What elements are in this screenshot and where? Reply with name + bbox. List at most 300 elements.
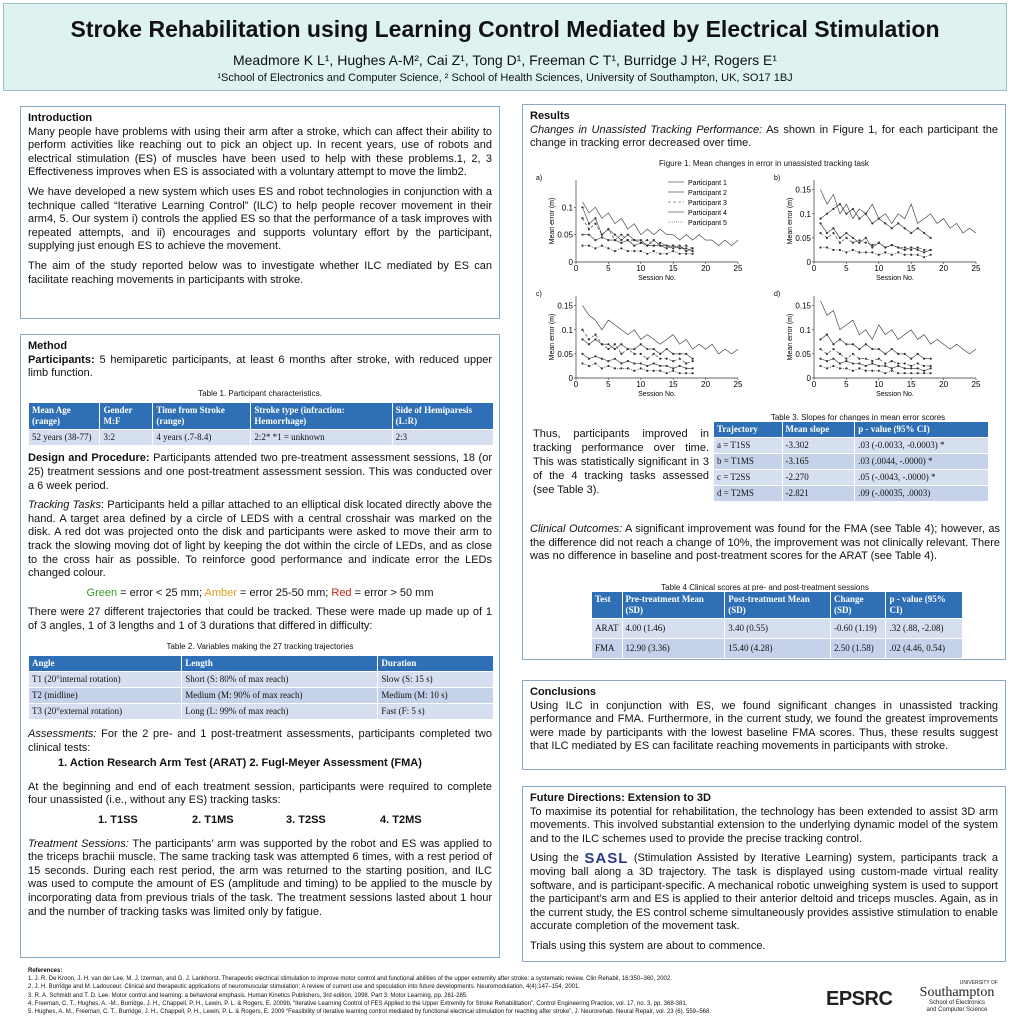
data-point	[819, 218, 821, 220]
sasl-logo-text: SASL	[584, 850, 629, 868]
data-point	[685, 253, 687, 255]
data-point	[930, 249, 932, 251]
data-point	[917, 254, 919, 256]
x-tick-label: 25	[733, 264, 743, 274]
data-point	[627, 348, 629, 350]
data-point	[819, 247, 821, 249]
x-tick-label: 15	[906, 264, 916, 274]
data-point	[858, 218, 860, 220]
table-cell: Slow (S: 15 s)	[378, 672, 494, 688]
table-cell: Medium (M: 90% of max reach)	[182, 688, 378, 704]
data-point	[588, 365, 590, 367]
x-tick-label: 5	[844, 264, 849, 274]
data-point	[672, 360, 674, 362]
series-line	[583, 340, 693, 359]
data-point	[633, 250, 635, 252]
x-axis-label: Session No.	[876, 275, 914, 283]
data-point	[607, 228, 609, 230]
school-line-1: School of Electronics	[928, 1000, 986, 1006]
data-point	[858, 240, 860, 242]
sessions-label: Treatment Sessions:	[28, 837, 129, 850]
task-item: 1. T1SS	[98, 814, 138, 827]
data-point	[666, 358, 668, 360]
series-line	[821, 248, 931, 258]
data-point	[930, 372, 932, 374]
amber-label: Amber	[204, 586, 237, 599]
data-point	[620, 353, 622, 355]
data-point	[646, 365, 648, 367]
data-point	[640, 363, 642, 365]
data-point	[891, 254, 893, 256]
data-point	[871, 363, 873, 365]
data-point	[897, 353, 899, 355]
series-line	[821, 301, 977, 354]
series-line	[821, 233, 931, 250]
table-cell: a = T1SS	[714, 438, 783, 454]
data-point	[871, 223, 873, 225]
x-tick-label: 25	[971, 264, 981, 274]
data-point	[588, 358, 590, 360]
school-line-2: and Computer Science	[926, 1007, 988, 1013]
data-point	[852, 242, 854, 244]
conclusions-section	[522, 680, 1006, 770]
data-point	[826, 237, 828, 239]
data-point	[666, 253, 668, 255]
x-tick-label: 10	[874, 380, 884, 390]
data-point	[904, 254, 906, 256]
data-point	[659, 370, 661, 372]
table-cell: 4 years (.7-8.4)	[153, 430, 251, 446]
table-cell: -0.60 (1.19)	[831, 619, 886, 639]
y-tick-label: 0.05	[557, 350, 573, 360]
table-cell: 12.90 (3.36)	[622, 639, 725, 659]
chart-panel	[774, 291, 981, 398]
data-point	[917, 353, 919, 355]
data-point	[917, 247, 919, 249]
y-tick-label: 0.05	[795, 350, 811, 360]
data-point	[930, 365, 932, 367]
table1-header: Side of Hemiparesis (L:R)	[392, 403, 493, 430]
data-point	[672, 370, 674, 372]
tracking-label: Tracking Tasks	[28, 499, 101, 512]
amber-text: = error 25-50 mm;	[236, 586, 332, 599]
future-paragraph-1: To maximise its potential for rehabilitation, the technology has been extended to assist 3D arm movements. This involved substantial extension to the underlying dynamic model of the system and to the ILC schemes used to provide the precise tracking control.	[530, 805, 998, 845]
data-point	[930, 358, 932, 360]
y-axis-label: Mean error (m)	[549, 314, 556, 361]
table1-header: Gender M:F	[100, 403, 153, 430]
table-cell: 4.00 (1.46)	[622, 619, 725, 639]
data-point	[588, 344, 590, 346]
data-point	[692, 248, 694, 250]
data-point	[819, 339, 821, 341]
data-point	[891, 368, 893, 370]
clinical-text: A significant improvement was found for the FMA (see Table 4); however, as the difference did not reach a change of 10%, the improvement was not clinically relevant. There was no difference in baseline and post-treatment scores for the ARAT (see Table 4).	[530, 523, 1000, 563]
data-point	[679, 245, 681, 247]
data-point	[832, 228, 834, 230]
data-point	[839, 242, 841, 244]
sessions-text: The participants’ arm was supported by the robot and ES was applied to the triceps brachii muscle. The same tracking task was attempted 6 times, with a rest period of 15 seconds. During each rest period, the arm was returned to the starting position, and ILC was used to compute the amount of ES (amplitude and timing) to be applied to the muscle by incorporating data from previous trials of the task. The treatment sessions lasted about 1 hour and the number of tracking tasks was limited only by fatigue.	[28, 837, 492, 918]
data-point	[672, 248, 674, 250]
data-point	[819, 223, 821, 225]
data-point	[878, 218, 880, 220]
reference-item: 2. J. H. Burridge and M. Ladouceur. Clinical and therapeutic applications of neuromuscular stimulation: A review of current use and speculation into future developments. Neuromodulation, 4(4):147–154, 2001.	[28, 984, 580, 991]
legend-label: Participant 3	[688, 200, 727, 208]
y-tick-label: 0	[568, 374, 573, 384]
x-tick-label: 15	[906, 380, 916, 390]
data-point	[614, 368, 616, 370]
data-point	[640, 344, 642, 346]
data-point	[923, 252, 925, 254]
x-tick-label: 5	[606, 264, 611, 274]
data-point	[878, 254, 880, 256]
data-point	[865, 370, 867, 372]
trajectory-table	[28, 655, 494, 720]
data-point	[910, 232, 912, 234]
table2-header: Angle	[29, 656, 182, 672]
data-point	[653, 239, 655, 241]
legend-label: Participant 4	[688, 210, 727, 218]
data-point	[897, 372, 899, 374]
x-tick-label: 5	[606, 380, 611, 390]
table-row	[29, 430, 494, 446]
data-point	[845, 252, 847, 254]
clinical-label: Clinical Outcomes:	[530, 523, 623, 535]
data-point	[653, 370, 655, 372]
x-axis-label: Session No.	[876, 391, 914, 399]
data-point	[601, 245, 603, 247]
data-point	[614, 234, 616, 236]
data-point	[646, 253, 648, 255]
trajectories-text: There were 27 different trajectories that could be tracked. These were made up made up of 1 of 3 angles, 1 of 3 lengths and 1 of 3 durations that differed in difficulty:	[28, 606, 492, 632]
x-tick-label: 20	[701, 380, 711, 390]
data-point	[627, 234, 629, 236]
future-using: Using the	[530, 852, 579, 865]
data-point	[832, 365, 834, 367]
participant-table	[28, 402, 494, 446]
legend-label: Participant 5	[688, 220, 727, 228]
data-point	[633, 239, 635, 241]
data-point	[594, 239, 596, 241]
data-point	[832, 344, 834, 346]
data-point	[646, 245, 648, 247]
table-cell: Medium (M: 10 s)	[378, 688, 494, 704]
data-point	[653, 353, 655, 355]
southampton-logo	[902, 980, 1012, 1014]
task-item: 2. T1MS	[192, 814, 234, 827]
table2-header: Length	[182, 656, 378, 672]
data-point	[891, 370, 893, 372]
table-cell: 2.50 (1.58)	[831, 639, 886, 659]
table-cell: FMA	[592, 639, 623, 659]
x-tick-label: 0	[573, 264, 579, 274]
data-point	[819, 232, 821, 234]
data-point	[858, 363, 860, 365]
data-point	[581, 245, 583, 247]
data-point	[858, 348, 860, 350]
data-point	[845, 368, 847, 370]
data-point	[594, 334, 596, 336]
task-item: 4. T2MS	[380, 814, 422, 827]
data-point	[614, 239, 616, 241]
series-line	[821, 349, 931, 366]
data-point	[594, 218, 596, 220]
series-line	[821, 204, 931, 238]
table-cell: Long (L: 99% of max reach)	[182, 704, 378, 720]
reference-item: 1. J. R. De Kroon, J. H. van der Lee, M. J. Izerman, and G. J. Lankhorst. Therapeutic electrical stimulation to improve motor control and functional abilities of the upper extremity after stroke: a systematic review. Clin Rehabil, 16:350–360, 2002.	[28, 976, 672, 983]
data-point	[614, 250, 616, 252]
results-lead-label: Changes in Unassisted Tracking Performance:	[530, 123, 763, 136]
poster-header	[3, 3, 1007, 91]
table-cell: .09 (-.00035, .0003)	[855, 486, 989, 502]
data-point	[581, 207, 583, 209]
table-cell: 3.40 (0.55)	[725, 619, 831, 639]
table-cell: -3.165	[782, 454, 855, 470]
data-point	[627, 250, 629, 252]
data-point	[607, 360, 609, 362]
data-point	[910, 368, 912, 370]
data-point	[904, 249, 906, 251]
data-point	[891, 360, 893, 362]
data-point	[923, 372, 925, 374]
table-row	[29, 688, 494, 704]
data-point	[620, 234, 622, 236]
design-text: Participants attended two pre-treatment assessment sessions, 18 (or 25) treatment sessions and one post-treatment assessment session. This was conducted over a 6 week period.	[28, 452, 492, 492]
data-point	[871, 360, 873, 362]
data-point	[666, 348, 668, 350]
y-tick-label: 0.15	[795, 186, 811, 196]
data-point	[904, 368, 906, 370]
data-point	[685, 245, 687, 247]
series-line	[821, 224, 931, 253]
data-point	[832, 232, 834, 234]
data-point	[692, 372, 694, 374]
future-paragraph-3: Trials using this system are about to commence.	[530, 939, 766, 952]
data-point	[865, 213, 867, 215]
y-tick-label: 0.1	[799, 210, 811, 220]
table-row	[592, 619, 963, 639]
improved-text: Thus, participants improved in tracking performance over time. This was statistically significant in 3 of the 4 tracking tasks assessed (see Table 3).	[533, 428, 709, 496]
green-label: Green	[86, 586, 118, 599]
table-cell: .02 (4.46, 0.54)	[886, 639, 963, 659]
data-point	[685, 248, 687, 250]
x-tick-label: 20	[939, 380, 949, 390]
conclusions-heading: Conclusions	[530, 686, 597, 698]
data-point	[891, 228, 893, 230]
university-of: UNIVERSITY OF	[959, 980, 998, 986]
legend-label: Participant 2	[688, 190, 727, 198]
table-row	[592, 639, 963, 659]
table-cell: Fast (F: 5 s)	[378, 704, 494, 720]
data-point	[640, 353, 642, 355]
x-tick-label: 25	[733, 380, 743, 390]
assessments-text: For the 2 pre- and 1 post-treatment assessments, participants completed two clinical tests:	[28, 728, 492, 754]
series-line	[583, 306, 739, 354]
series-line	[583, 219, 693, 249]
data-point	[588, 228, 590, 230]
unassisted-text: At the beginning and end of each treatment session, participants were required to complete four unassisted (i.e., without any ES) tracking tasks:	[28, 780, 492, 807]
data-point	[581, 353, 583, 355]
table-cell: b = T1MS	[714, 454, 783, 470]
green-text: = error < 25 mm;	[117, 586, 205, 599]
table2-caption: Table 2. Variables making the 27 tracking trajectories	[166, 641, 354, 651]
table-cell: 2:3	[392, 430, 493, 446]
table-row	[29, 672, 494, 688]
data-point	[826, 353, 828, 355]
data-point	[581, 234, 583, 236]
data-point	[865, 344, 867, 346]
slopes-table	[713, 421, 989, 502]
data-point	[672, 368, 674, 370]
data-point	[897, 363, 899, 365]
table-cell: T3 (20°external rotation)	[29, 704, 182, 720]
results-heading: Results	[530, 110, 570, 122]
x-tick-label: 5	[844, 380, 849, 390]
table4-header: Pre-treatment Mean (SD)	[622, 592, 725, 619]
data-point	[845, 344, 847, 346]
data-point	[620, 363, 622, 365]
data-point	[659, 242, 661, 244]
data-point	[845, 213, 847, 215]
data-point	[897, 223, 899, 225]
intro-paragraph-3: The aim of the study reported below was to investigate whether ILC mediated by ES can facilitate reaching movements in participants with stroke.	[28, 259, 492, 286]
future-paragraph-2: (Stimulation Assisted by Iterative Learning) system, participants track a moving ball along a 3D trajectory. The task is displayed using custom-made virtual reality software, and is participant-specific. A mechanical robotic unweighing system is used to support the participant’s arm and ES is applied to their anterior deltoid and triceps muscles. Again, as in the current study, the ES control scheme simultaneously provides assistive stimulation to enable accurate completion of the movement task.	[530, 852, 998, 933]
data-point	[826, 247, 828, 249]
table-cell: .05 (-.0043, -.0000) *	[855, 470, 989, 486]
data-point	[679, 248, 681, 250]
data-point	[685, 372, 687, 374]
data-point	[839, 339, 841, 341]
data-point	[852, 237, 854, 239]
data-point	[594, 223, 596, 225]
table-cell: d = T2MS	[714, 486, 783, 502]
data-point	[878, 242, 880, 244]
authors: Meadmore K L¹, Hughes A-M², Cai Z¹, Tong D¹, Freeman C T¹, Burridge J H², Rogers E¹	[232, 52, 778, 68]
introduction-section	[20, 106, 500, 319]
chart-panel	[536, 175, 743, 282]
data-point	[826, 360, 828, 362]
unassisted-list	[28, 814, 492, 828]
data-point	[923, 256, 925, 258]
y-tick-label: 0.15	[557, 302, 573, 312]
data-point	[685, 353, 687, 355]
table-cell: T1 (20°internal rotation)	[29, 672, 182, 688]
table4-caption: Table 4 Clinical scores at pre- and post-treatment sessions	[661, 583, 869, 592]
data-point	[588, 339, 590, 341]
data-point	[633, 363, 635, 365]
data-point	[581, 218, 583, 220]
data-point	[917, 368, 919, 370]
data-point	[832, 208, 834, 210]
data-point	[839, 368, 841, 370]
data-point	[607, 248, 609, 250]
y-tick-label: 0.1	[799, 326, 811, 336]
data-point	[646, 239, 648, 241]
data-point	[653, 250, 655, 252]
table3-header: Trajectory	[714, 422, 783, 438]
sasl-logo	[584, 852, 628, 866]
x-tick-label: 10	[636, 264, 646, 274]
data-point	[904, 247, 906, 249]
data-point	[601, 234, 603, 236]
data-point	[653, 363, 655, 365]
y-tick-label: 0.1	[561, 326, 573, 336]
table4-header: Test	[592, 592, 623, 619]
assessments-list: 1. Action Research Arm Test (ARAT) 2. Fugl-Meyer Assessment (FMA)	[58, 757, 422, 770]
data-point	[653, 245, 655, 247]
data-point	[666, 245, 668, 247]
data-point	[640, 250, 642, 252]
data-point	[646, 370, 648, 372]
data-point	[871, 247, 873, 249]
data-point	[852, 344, 854, 346]
epsrc-logo: EPSRC	[826, 988, 893, 1010]
data-point	[640, 242, 642, 244]
results-section	[522, 104, 1006, 660]
y-tick-label: 0.05	[557, 231, 573, 241]
method-section	[20, 334, 500, 958]
data-point	[692, 250, 694, 252]
data-point	[692, 253, 694, 255]
data-point	[845, 358, 847, 360]
data-point	[679, 353, 681, 355]
tracking-text: : Participants held a pillar attached to an elliptical disk located directly above the hand. A target area defined by a circle of LEDS with a central crosshair was marked on the disk. A red dot was projected onto the disk and participants were asked to move their arm to track the slowing moving dot of light by keeping the dot within the circle of LEDs, and as close to the cross hair as possible. To reinforce good performance and indicate error the LEDs changed colour.	[28, 499, 493, 580]
figure1-svg	[530, 172, 998, 400]
table-row	[714, 486, 989, 502]
data-point	[832, 348, 834, 350]
series-line	[583, 364, 693, 374]
data-point	[601, 344, 603, 346]
data-point	[832, 249, 834, 251]
panel-label: b)	[774, 175, 781, 183]
table1-caption: Table 1. Participant characteristics.	[198, 388, 322, 398]
data-point	[930, 254, 932, 256]
data-point	[923, 249, 925, 251]
method-heading: Method	[28, 340, 68, 352]
data-point	[659, 245, 661, 247]
data-point	[839, 353, 841, 355]
data-point	[897, 365, 899, 367]
data-point	[692, 360, 694, 362]
references-heading: References:	[28, 968, 63, 974]
data-point	[930, 368, 932, 370]
data-point	[839, 249, 841, 251]
table-cell: Short (S: 80% of max reach)	[182, 672, 378, 688]
data-point	[930, 237, 932, 239]
data-point	[679, 365, 681, 367]
data-point	[614, 344, 616, 346]
data-point	[897, 247, 899, 249]
assessments-label: Assessments:	[28, 728, 97, 741]
affiliations: ¹School of Electronics and Computer Science, ² School of Health Sciences, University of Southampton, UK, SO17 1BJ	[217, 72, 793, 84]
data-point	[891, 244, 893, 246]
panel-label: d)	[774, 291, 781, 299]
data-point	[692, 358, 694, 360]
data-point	[685, 368, 687, 370]
data-point	[679, 358, 681, 360]
data-point	[620, 368, 622, 370]
table-cell: 15.40 (4.28)	[725, 639, 831, 659]
data-point	[910, 358, 912, 360]
data-point	[904, 228, 906, 230]
data-point	[607, 348, 609, 350]
data-point	[588, 234, 590, 236]
figure1-caption: Figure 1. Mean changes in error in unassisted tracking task	[659, 158, 869, 168]
series-line	[821, 190, 977, 234]
table1-header: Stroke type (infraction: Hemorrhage)	[251, 403, 392, 430]
data-point	[679, 372, 681, 374]
data-point	[923, 365, 925, 367]
data-point	[826, 213, 828, 215]
